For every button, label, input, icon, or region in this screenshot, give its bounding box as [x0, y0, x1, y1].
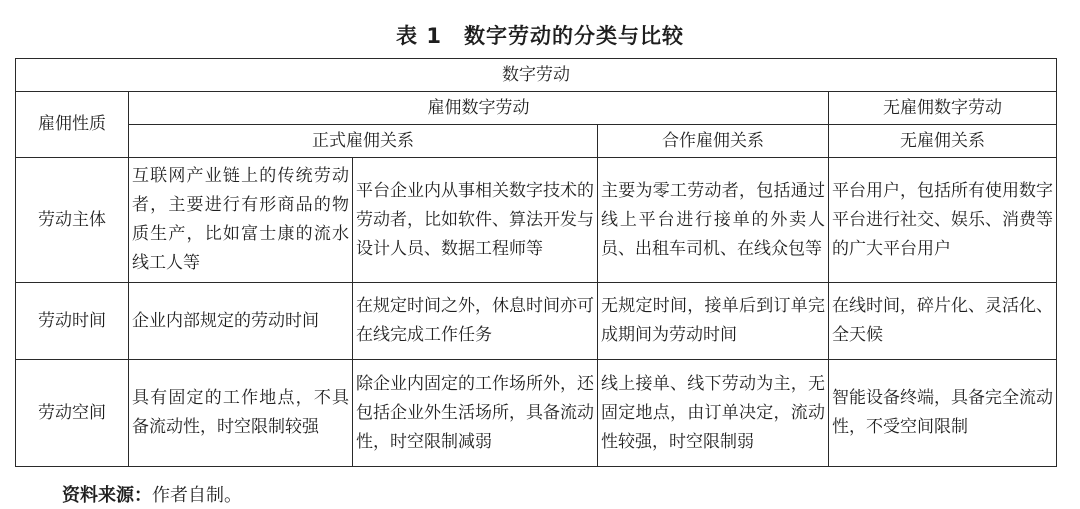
- table-cell: 具有固定的工作地点，不具备流动性，时空限制较强: [129, 360, 353, 467]
- table-row: [16, 360, 1057, 467]
- header-formal-employment: 正式雇佣关系: [129, 125, 598, 158]
- table-row: [16, 283, 1057, 360]
- table-cell: 除企业内固定的工作场所外，还包括企业外生活场所，具备流动性，时空限制减弱: [353, 360, 598, 467]
- table-cell: 智能设备终端，具备完全流动性，不受空间限制: [829, 360, 1057, 467]
- header-unemployed-digital-labor: 无雇佣数字劳动: [829, 92, 1057, 125]
- source-note: [62, 481, 242, 507]
- source-text: 作者自制。: [152, 485, 242, 506]
- table-row: [16, 158, 1057, 283]
- header-no-employment: 无雇佣关系: [829, 125, 1057, 158]
- table-cell: 无规定时间，接单后到订单完成期间为劳动时间: [598, 283, 829, 360]
- header-employment-nature: 雇佣性质: [16, 92, 129, 158]
- header-cooperative-employment: 合作雇佣关系: [598, 125, 829, 158]
- table-cell: 互联网产业链上的传统劳动者，主要进行有形商品的物质生产，比如富士康的流水线工人等: [129, 158, 353, 283]
- table-cell: 在规定时间之外，休息时间亦可在线完成工作任务: [353, 283, 598, 360]
- table-cell: 在线时间，碎片化、灵活化、全天候: [829, 283, 1057, 360]
- source-label: 资料来源：: [62, 485, 152, 506]
- row-label-labor-subject: 劳动主体: [16, 158, 129, 283]
- table-cell: 主要为零工劳动者，包括通过线上平台进行接单的外卖人员、出租车司机、在线众包等: [598, 158, 829, 283]
- row-label-labor-time: 劳动时间: [16, 283, 129, 360]
- header-digital-labor: 数字劳动: [16, 59, 1057, 92]
- comparison-table: [15, 58, 1057, 467]
- table-cell: 线上接单、线下劳动为主，无固定地点，由订单决定，流动性较强，时空限制弱: [598, 360, 829, 467]
- header-employed-digital-labor: 雇佣数字劳动: [129, 92, 829, 125]
- table-title: 表 1 数字劳动的分类与比较: [396, 24, 684, 48]
- row-label-labor-space: 劳动空间: [16, 360, 129, 467]
- table-cell: 平台用户，包括所有使用数字平台进行社交、娱乐、消费等的广大平台用户: [829, 158, 1057, 283]
- table-cell: 企业内部规定的劳动时间: [129, 283, 353, 360]
- table-cell: 平台企业内从事相关数字技术的劳动者，比如软件、算法开发与设计人员、数据工程师等: [353, 158, 598, 283]
